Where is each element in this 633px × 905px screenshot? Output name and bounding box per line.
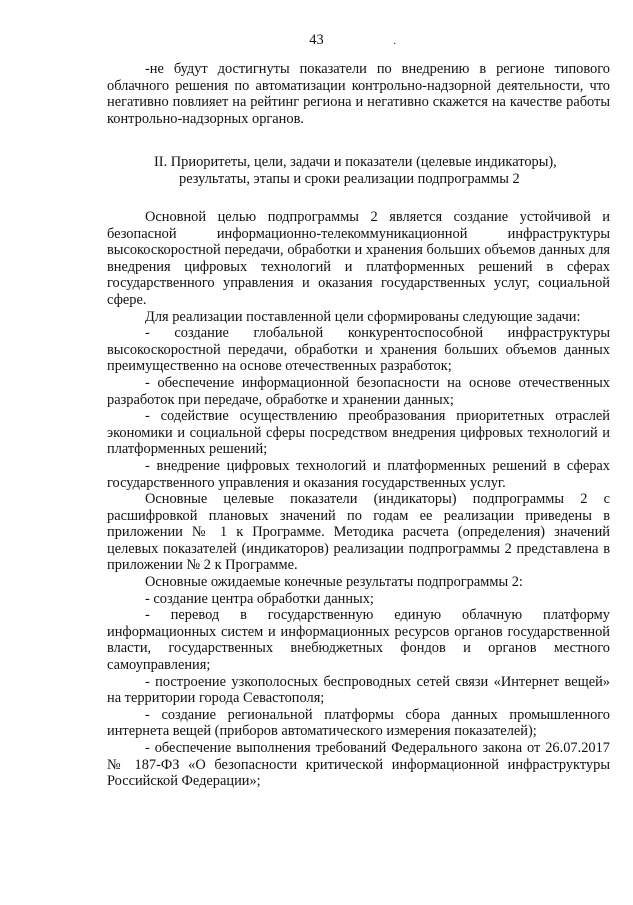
list-item: - перевод в государственную единую облачную платформу информационных систем и информационных ресурсов органов государственной власти, государственных внебюджетных фондов и органов местного самоуправления; [107, 607, 610, 674]
section-heading-line: II. Приоритеты, цели, задачи и показатели (целевые индикаторы), [154, 154, 557, 170]
section-heading [107, 154, 610, 187]
list-item: - создание региональной платформы сбора данных промышленного интернета вещей (приборов автоматического измерения показателей); [107, 706, 610, 740]
page-number: 43 [309, 32, 324, 48]
list-item: - создание глобальной конкурентоспособной инфраструктуры высокоскоростной передачи, обработки и хранения больших объемов данных преимущественно на основе отечественных разработок; [107, 325, 610, 375]
section-heading-line: результаты, этапы и сроки реализации подпрограммы 2 [179, 170, 520, 187]
paragraph: Основные ожидаемые конечные результаты подпрограммы 2: [145, 574, 523, 591]
paragraph: -не будут достигнуты показатели по внедрению в регионе типового облачного решения по автоматизации контрольно-надзорной деятельности, что негативно повлияет на рейтинг региона и негативно скажется на качестве работы контрольно-надзорных органов. [107, 61, 610, 127]
list-item: - построение узкополосных беспроводных сетей связи «Интернет вещей» на территории города Севастополя; [107, 673, 610, 707]
intro-block [107, 61, 610, 127]
section-body [107, 209, 610, 790]
paragraph: Основные целевые показатели (индикаторы) подпрограммы 2 с расшифровкой плановых значений по годам ее реализации приведены в приложении № 1 к Программе. Методика расчета (определения) значений целевых показателей (индикаторов) реализации подпрограммы 2 представлена в приложении № 2 к Программе. [107, 491, 610, 574]
list-item: - обеспечение выполнения требований Федерального закона от 26.07.2017 № 187-ФЗ «О безопасности критической информационной инфраструктуры Российской Федерации»; [107, 740, 610, 790]
list-item: - создание центра обработки данных; [145, 590, 374, 607]
list-item: - обеспечение информационной безопасности на основе отечественных разработок при передаче, обработке и хранении данных; [107, 374, 610, 408]
paragraph: Для реализации поставленной цели сформированы следующие задачи: [145, 308, 581, 325]
list-item: - содействие осуществлению преобразования приоритетных отраслей экономики и социальной сферы посредством внедрения цифровых технологий и платформенных решений; [107, 408, 610, 458]
paragraph: Основной целью подпрограммы 2 является создание устойчивой и безопасной информационно-телекоммуникационной инфраструктуры высокоскоростной передачи, обработки и хранения больших объемов данных для внедрения цифровых технологий и платформенных решений в сферах государственного управления и оказания государственных услуг, социальной сфере. [107, 209, 610, 308]
stray-mark: · [393, 39, 397, 50]
list-item: - внедрение цифровых технологий и платформенных решений в сферах государственного управления и оказания государственных услуг. [107, 457, 610, 491]
